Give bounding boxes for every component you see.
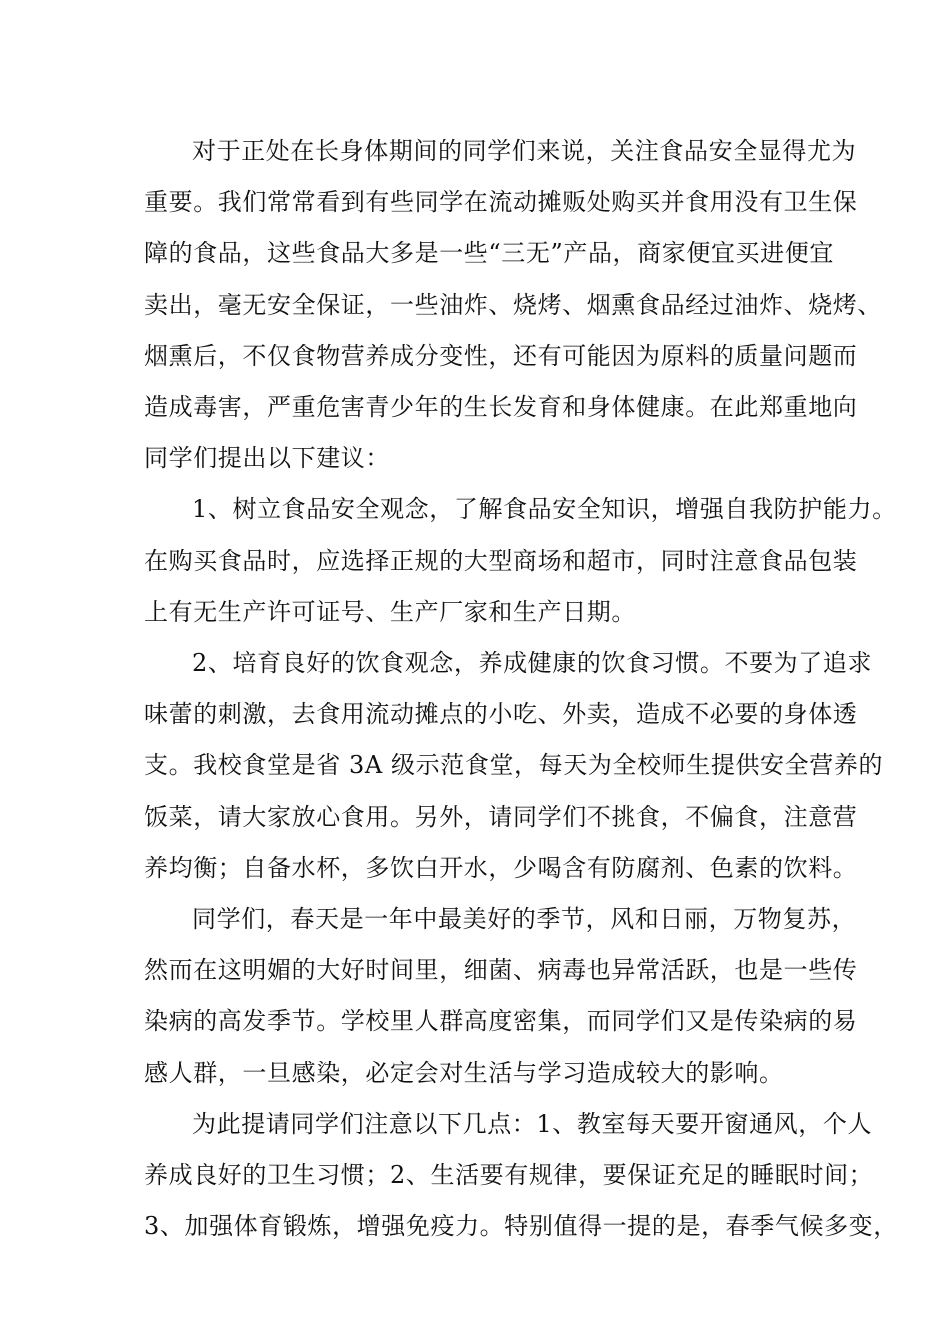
text-line: 染病的高发季节。学校里人群高度密集，而同学们又是传染病的易 [144,1007,858,1036]
text-line: 烟熏后，不仅食物营养成分变性，还有可能因为原料的质量问题而 [144,341,858,370]
text-line: 3、加强体育锻炼，增强免疫力。特别值得一提的是，春季气候多变， [144,1212,898,1241]
text-line: 同学们，春天是一年中最美好的季节，风和日丽，万物复苏， [192,905,857,934]
paragraph-spring-disease [144,894,858,1099]
paragraph-suggestion-2 [144,638,884,894]
text-line: 卖出，毫无安全保证，一些油炸、烧烤、烟熏食品经过油炸、烧烤、 [144,290,882,319]
text-line: 重要。我们常常看到有些同学在流动摊贩处购买并食用没有卫生保 [144,188,858,217]
text-line: 养均衡；自备水杯，多饮白开水，少喝含有防腐剂、色素的饮料。 [144,853,858,882]
paragraph-suggestion-1 [144,484,897,638]
text-line: 为此提请同学们注意以下几点：1、教室每天要开窗通风，个人 [192,1109,873,1138]
text-line: 养成良好的卫生习惯；2、生活要有规律，要保证充足的睡眠时间； [144,1161,874,1190]
text-line: 同学们提出以下建议： [144,444,390,473]
text-line: 1、树立食品安全观念，了解食品安全知识，增强自我防护能力。 [192,495,897,524]
text-line: 2、培育良好的饮食观念，养成健康的饮食习惯。不要为了追求 [192,649,873,678]
text-line: 然而在这明媚的大好时间里，细菌、病毒也异常活跃，也是一些传 [144,956,858,985]
text-line: 对于正处在长身体期间的同学们来说，关注食品安全显得尤为 [192,137,857,165]
text-line: 感人群，一旦感染，必定会对生活与学习造成较大的影响。 [144,1058,784,1087]
text-line: 上有无生产许可证号、生产厂家和生产日期。 [144,597,636,626]
text-line: 味蕾的刺激，去食用流动摊点的小吃、外卖，造成不必要的身体透 [144,700,858,729]
text-line: 饭菜，请大家放心食用。另外，请同学们不挑食，不偏食，注意营 [144,802,858,831]
paragraph-food-safety-intro [144,126,882,484]
text-line: 在购买食品时，应选择正规的大型商场和超市，同时注意食品包装 [144,546,858,575]
document-body [144,126,898,1252]
text-line: 障的食品，这些食品大多是一些“三无”产品，商家便宜买进便宜 [144,239,834,268]
text-line: 支。我校食堂是省 3A 级示范食堂，每天为全校师生提供安全营养的 [144,751,884,780]
paragraph-precautions [144,1099,898,1253]
text-line: 造成毒害，严重危害青少年的生长发育和身体健康。在此郑重地向 [144,393,858,422]
